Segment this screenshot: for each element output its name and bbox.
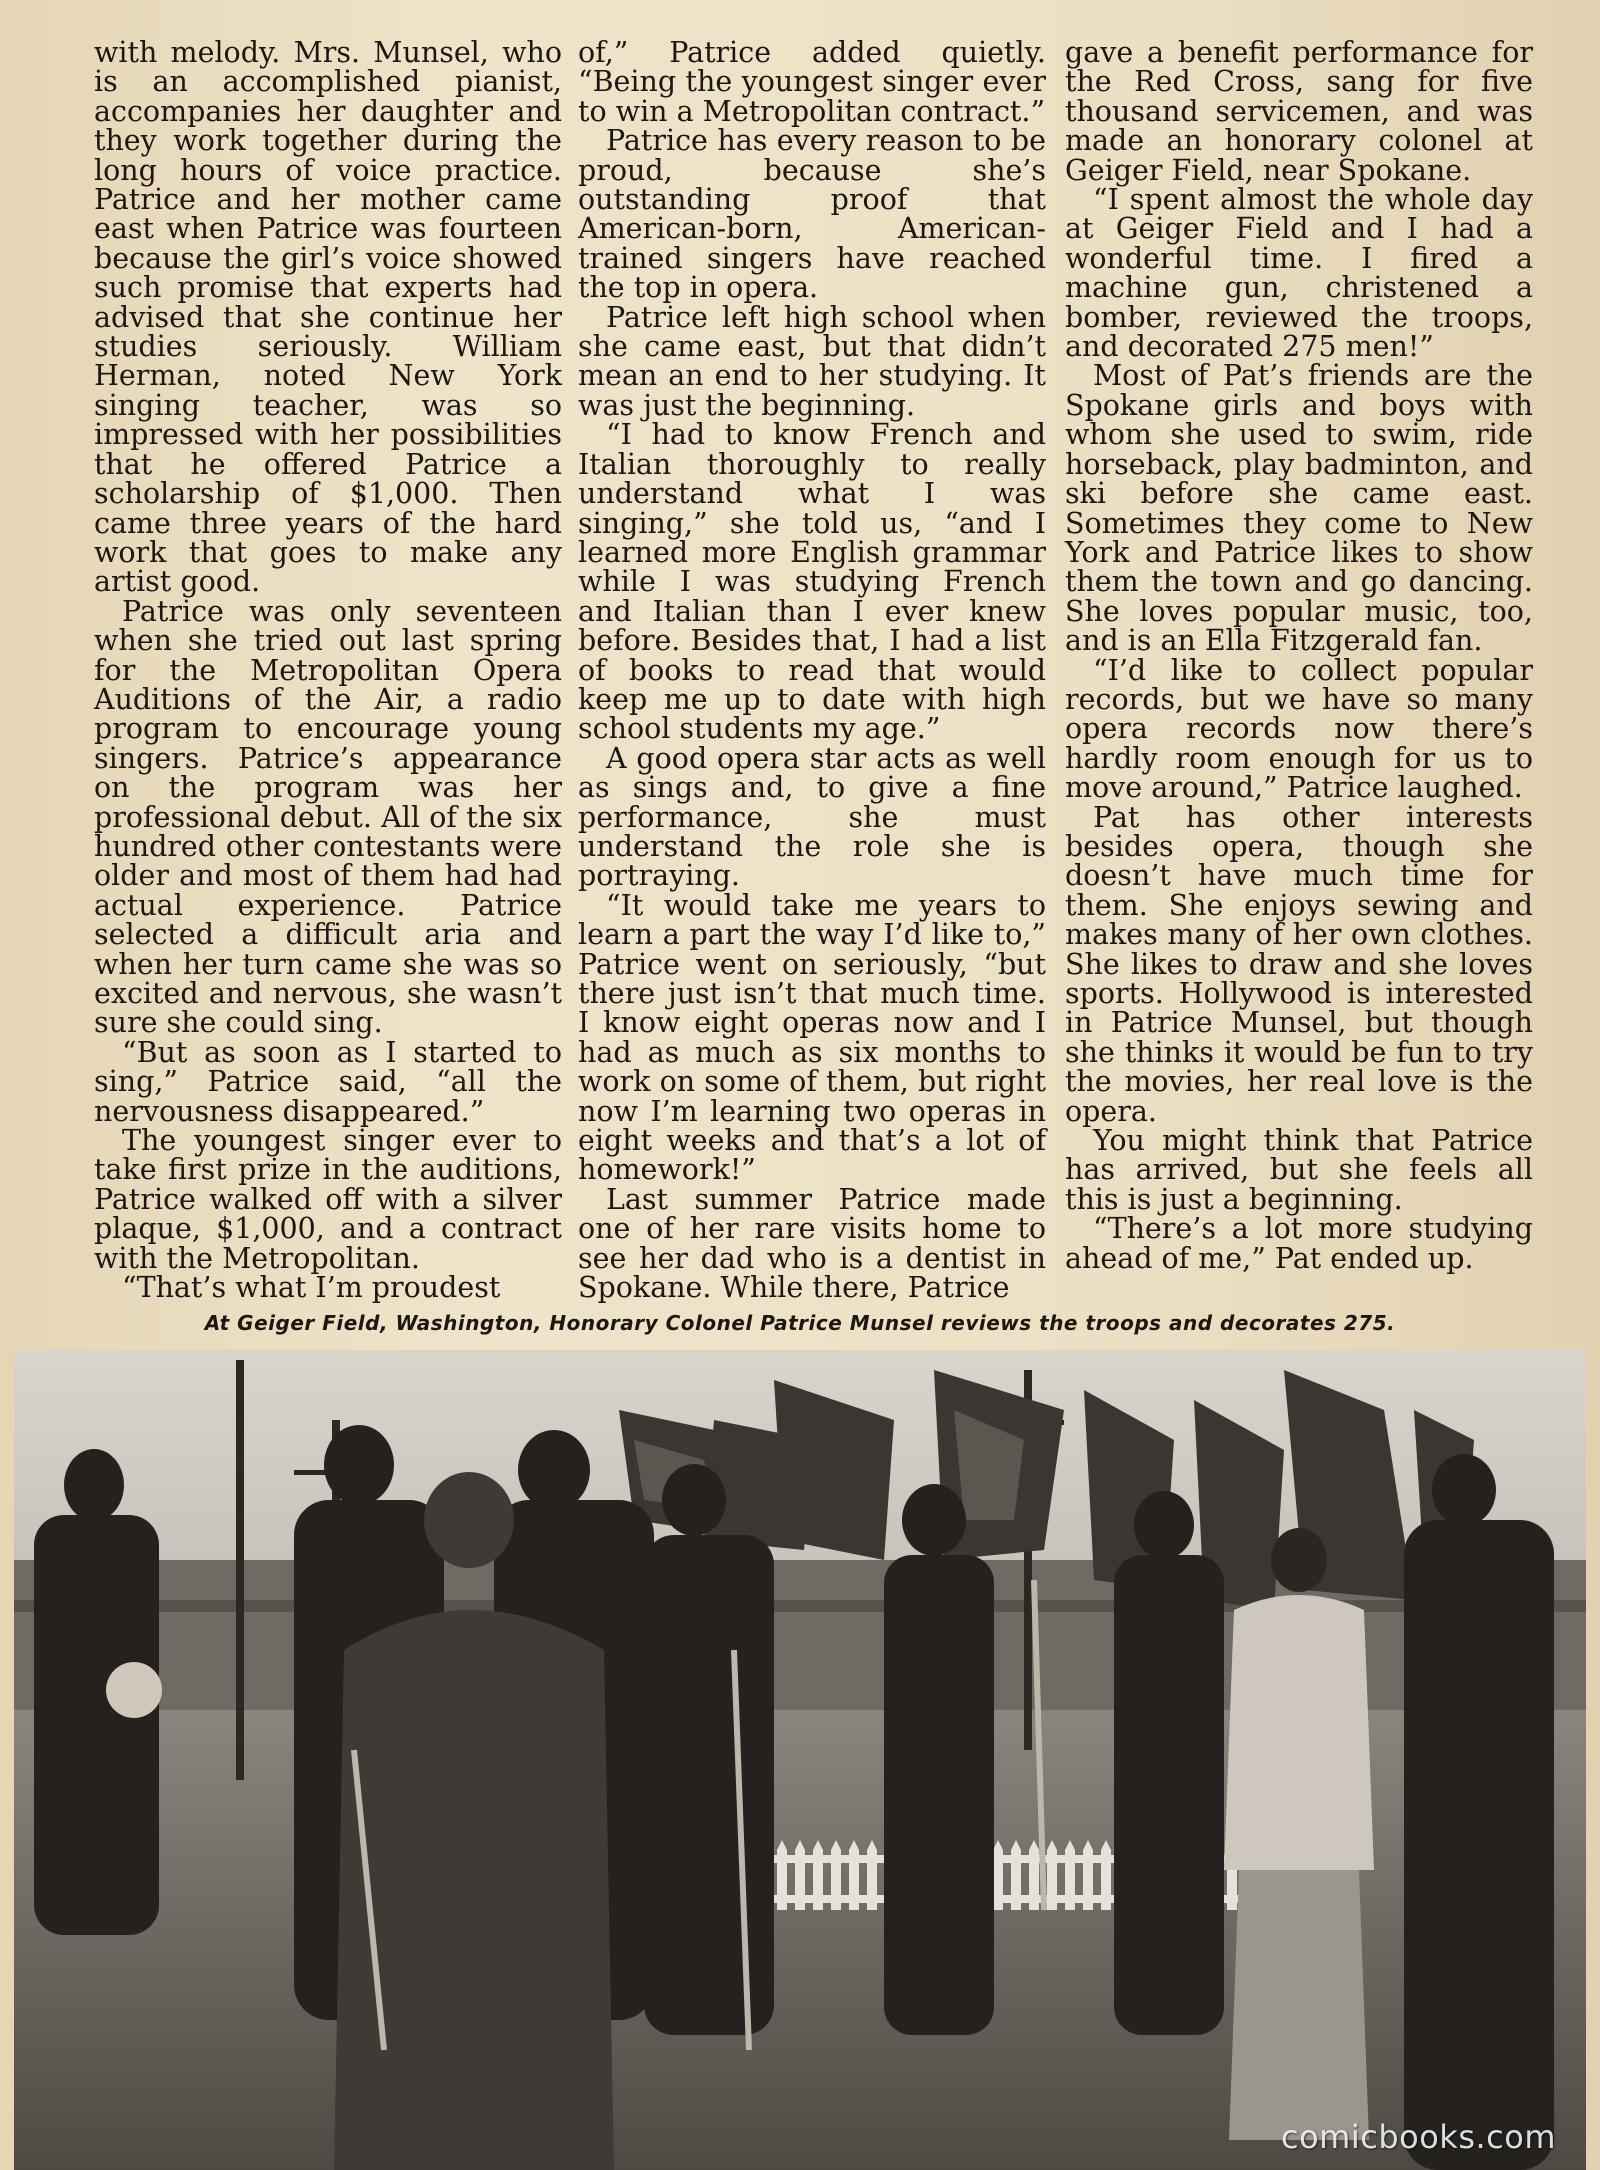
article-column-3 [1065, 38, 1533, 1273]
paragraph: Last summer Patrice made one of her rare visits home to see her dad who is a dentist in Spokane. While there, Patrice [578, 1182, 1046, 1305]
paragraph: Pat has other interests besides opera, though she doesn’t have much time for them. She enjoys sewing and makes many of her own clothes. She likes to draw and she loves sports. Hollywood is interested in Patrice Munsel, but though she thinks it would be fun to try the movies, her real love is the opera. [1065, 800, 1533, 1128]
paragraph: A good opera star acts as well as sings and, to give a fine performance, she must understand the role she is portraying. [578, 741, 1046, 893]
paragraph: with melody. Mrs. Munsel, who is an accomplished pianist, accompanies her daughter and they work together during the long hours of voice practice. Patrice and her mother came east when Patrice was fourteen because the girl’s voice showed such promise that experts had advised that she continue her studies seriously. William Herman, noted New York singing teacher, was so impressed with her possibilities that he offered Patrice a scholarship of $1,000. Then came three years of the hard work that goes to make any artist good. [94, 36, 562, 599]
paragraph: You might think that Patrice has arrived, but she feels all this is just a beginning. [1065, 1124, 1533, 1216]
paragraph: “I had to know French and Italian thoroughly to really understand what I was singing,” she told us, “and I learned more English grammar while I was studying French and Italian than I ever knew before. Besides that, I had a list of books to read that would keep me up to date with high school students my age.” [578, 418, 1046, 746]
paragraph: “That’s what I’m proudest [122, 1271, 501, 1305]
paragraph: The youngest singer ever to take first prize in the auditions, Patrice walked off with a silver plaque, $1,000, and a contract with the Metropolitan. [94, 1124, 562, 1275]
paragraph: Patrice was only seventeen when she tried out last spring for the Metropolitan Opera Auditions of the Air, a radio program to encourage young singers. Patrice’s appearance on the program was her professional debut. All of the six hundred other contestants were older and most of them had had actual experience. Patrice selected a difficult aria and when her turn came she was so excited and nervous, she wasn’t sure she could sing. [94, 594, 562, 1040]
paragraph: “I’d like to collect popular records, but we have so many opera records now there’s hardly room enough for us to move around,” Patrice laughed. [1065, 653, 1533, 805]
article-column-1 [94, 36, 562, 1305]
paragraph: “There’s a lot more studying ahead of me,” Pat ended up. [1065, 1212, 1533, 1275]
paragraph: “It would take me years to learn a part the way I’d like to,” Patrice went on seriously, “but there just isn’t that much time. I know eight operas now and I had as much as six months to work on some of them, but right now I’m learning two operas in eight weeks and that’s a lot of homework!” [578, 888, 1046, 1187]
article-column-2 [578, 36, 1046, 1305]
site-watermark: comicbooks.com [1280, 2118, 1556, 2156]
paragraph: Patrice has every reason to be proud, because she’s outstanding proof that American-born, American-trained singers have reached the top in opera. [578, 124, 1046, 305]
paragraph: gave a benefit performance for the Red Cross, sang for five thousand servicemen, and was made an honorary colonel at Geiger Field, near Spokane. [1065, 36, 1533, 187]
paragraph: Patrice left high school when she came east, but that didn’t mean an end to her studying. It was just the beginning. [578, 300, 1046, 422]
photo-caption: At Geiger Field, Washington, Honorary Colonel Patrice Munsel reviews the troops and decorates 275. [204, 1311, 1396, 1335]
troop-review-photo [14, 1350, 1586, 2170]
paragraph: of,” Patrice added quietly. “Being the youngest singer ever to win a Metropolitan contract.” [578, 36, 1046, 128]
paragraph: Most of Pat’s friends are the Spokane girls and boys with whom she used to swim, ride horseback, play badminton, and ski before she came east. Sometimes they come to New York and Patrice likes to show them the town and go dancing. She loves popular music, too, and is an Ella Fitzgerald fan. [1065, 359, 1533, 658]
paragraph: “I spent almost the whole day at Geiger Field and I had a wonderful time. I fired a machine gun, christened a bomber, reviewed the troops, and decorated 275 men!” [1065, 183, 1533, 364]
paragraph: “But as soon as I started to sing,” Patrice said, “all the nervousness disappeared.” [94, 1035, 562, 1128]
